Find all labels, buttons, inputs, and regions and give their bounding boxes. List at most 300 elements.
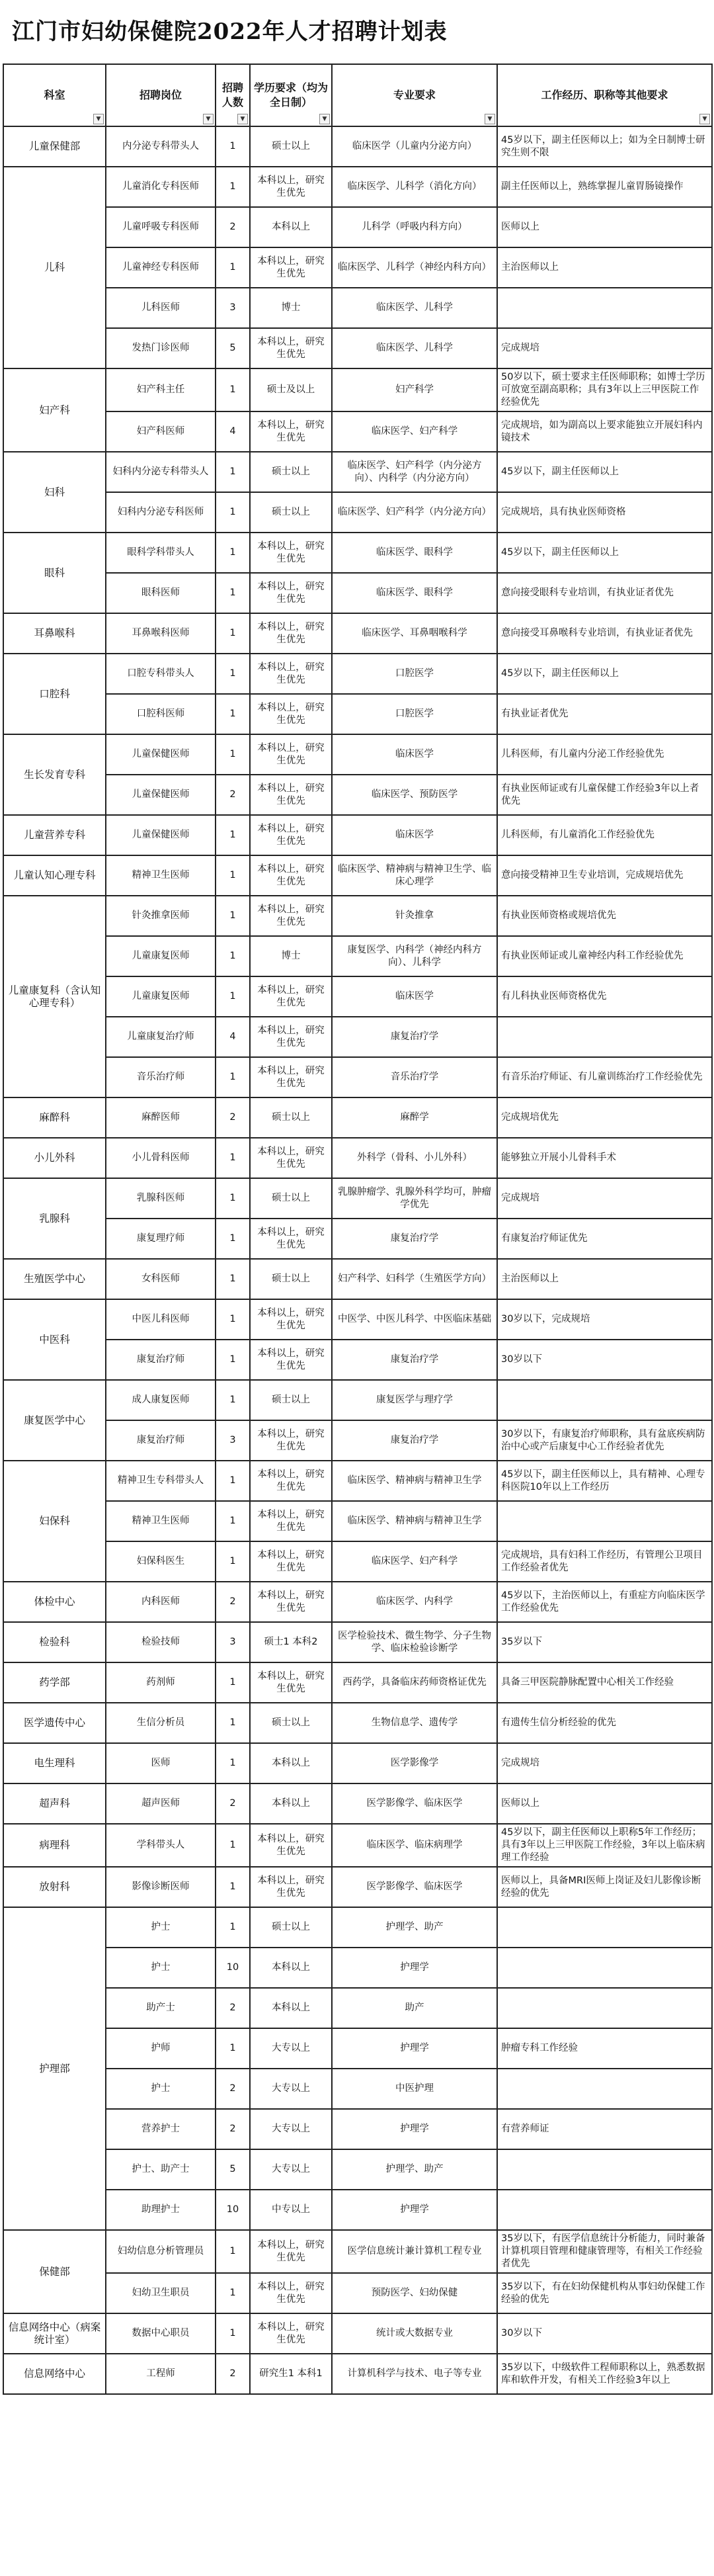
table-row (3, 1097, 712, 1138)
count-cell: 2 (216, 2109, 250, 2149)
requirements-cell: 有康复治疗师证优先 (497, 1219, 712, 1259)
count-cell: 1 (216, 1178, 250, 1219)
education-cell: 硕士以上 (250, 126, 332, 167)
position-cell: 生信分析员 (106, 1703, 216, 1743)
dept-cell: 信息网络中心 (3, 2354, 106, 2394)
position-cell: 妇产科主任 (106, 368, 216, 411)
dept-cell: 妇科 (3, 452, 106, 533)
major-cell: 西药学，具备临床药师资格证优先 (332, 1662, 497, 1703)
position-cell: 音乐治疗师 (106, 1057, 216, 1097)
dept-cell: 信息网络中心（病案统计室） (3, 2313, 106, 2354)
position-cell: 妇幼卫生职员 (106, 2273, 216, 2313)
table-body (3, 126, 712, 2394)
dept-cell: 乳腺科 (3, 1178, 106, 1259)
position-cell: 妇产科医师 (106, 411, 216, 452)
requirements-cell: 有执业证者优先 (497, 694, 712, 734)
position-cell: 康复治疗师 (106, 1420, 216, 1461)
major-cell: 儿科学（呼吸内科方向） (332, 207, 497, 247)
position-cell: 影像诊断医师 (106, 1867, 216, 1907)
table-row (3, 1948, 712, 1988)
dept-cell: 麻醉科 (3, 1097, 106, 1138)
education-cell: 本科以上 (250, 1948, 332, 1988)
dept-cell: 儿科 (3, 167, 106, 368)
table-row (3, 2190, 712, 2230)
major-cell: 临床医学、妇产科学（内分泌方向）、内科学（内分泌方向） (332, 452, 497, 492)
table-row (3, 2069, 712, 2109)
table-row (3, 936, 712, 976)
position-cell: 精神卫生医师 (106, 1501, 216, 1541)
major-cell: 外科学（骨科、小儿外科） (332, 1138, 497, 1178)
requirements-cell: 有执业医师证或儿童神经内科工作经验优先 (497, 936, 712, 976)
position-cell: 麻醉医师 (106, 1097, 216, 1138)
position-cell: 成人康复医师 (106, 1380, 216, 1420)
dept-cell: 体检中心 (3, 1582, 106, 1622)
major-cell: 妇产科学 (332, 368, 497, 411)
dept-cell: 医学遗传中心 (3, 1703, 106, 1743)
major-cell: 口腔医学 (332, 654, 497, 694)
major-cell: 临床医学、精神病与精神卫生学、临床心理学 (332, 855, 497, 896)
header-row (3, 64, 712, 126)
major-cell: 康复医学与理疗学 (332, 1380, 497, 1420)
position-cell: 妇保科医生 (106, 1541, 216, 1582)
position-cell: 护师 (106, 2028, 216, 2069)
requirements-cell: 完成规培 (497, 1743, 712, 1783)
education-cell: 硕士以上 (250, 452, 332, 492)
education-cell: 本科以上，研究生优先 (250, 694, 332, 734)
table-row (3, 1703, 712, 1743)
education-cell: 本科以上，研究生优先 (250, 1299, 332, 1340)
count-cell: 1 (216, 1743, 250, 1783)
education-cell: 大专以上 (250, 2149, 332, 2190)
education-cell: 本科以上 (250, 1783, 332, 1824)
requirements-cell (497, 2190, 712, 2230)
count-cell: 1 (216, 976, 250, 1017)
major-cell: 临床医学、耳鼻咽喉科学 (332, 613, 497, 654)
major-cell: 音乐治疗学 (332, 1057, 497, 1097)
dept-cell: 儿童营养专科 (3, 815, 106, 855)
requirements-cell: 45岁以下，副主任医师以上，具有精神、心理专科医院10年以上工作经历 (497, 1461, 712, 1501)
requirements-cell: 有营养师证 (497, 2109, 712, 2149)
education-cell: 本科以上，研究生优先 (250, 1340, 332, 1380)
count-cell: 1 (216, 613, 250, 654)
requirements-cell: 45岁以下，主治医师以上，有重症方向临床医学工作经验优先 (497, 1582, 712, 1622)
count-cell: 4 (216, 1017, 250, 1057)
major-cell: 临床医学、眼科学 (332, 533, 497, 573)
major-cell: 医学影像学、临床医学 (332, 1783, 497, 1824)
position-cell: 乳腺科医师 (106, 1178, 216, 1219)
count-cell: 1 (216, 1299, 250, 1340)
requirements-cell: 45岁以下，副主任医师以上 (497, 654, 712, 694)
major-cell: 临床医学、妇产科学（内分泌方向） (332, 492, 497, 533)
education-cell: 本科以上，研究生优先 (250, 855, 332, 896)
position-cell: 针灸推拿医师 (106, 896, 216, 936)
education-cell: 本科以上，研究生优先 (250, 613, 332, 654)
page-title: 江门市妇幼保健院2022年人才招聘计划表 (12, 19, 448, 45)
major-cell: 临床医学、儿科学 (332, 288, 497, 328)
position-cell: 耳鼻喉科医师 (106, 613, 216, 654)
major-cell: 护理学、助产 (332, 1907, 497, 1948)
count-cell: 5 (216, 328, 250, 368)
header-position: 招聘岗位 ▼ (106, 64, 216, 126)
major-cell: 临床医学、儿科学（消化方向） (332, 167, 497, 207)
education-cell: 硕士1 本科2 (250, 1622, 332, 1662)
table-row (3, 1662, 712, 1703)
position-cell: 营养护士 (106, 2109, 216, 2149)
dept-cell: 小儿外科 (3, 1138, 106, 1178)
position-cell: 护士 (106, 2069, 216, 2109)
header-education: 学历要求（均为全日制） ▼ (250, 64, 332, 126)
table-row (3, 1219, 712, 1259)
position-cell: 口腔专科带头人 (106, 654, 216, 694)
table-row (3, 1138, 712, 1178)
count-cell: 1 (216, 1501, 250, 1541)
dept-cell: 儿童康复科（含认知心理专科） (3, 896, 106, 1097)
position-cell: 眼科医师 (106, 573, 216, 613)
education-cell: 本科以上，研究生优先 (250, 1501, 332, 1541)
requirements-cell: 儿科医师，有儿童内分泌工作经验优先 (497, 734, 712, 775)
count-cell: 1 (216, 1867, 250, 1907)
requirements-cell: 能够独立开展小儿骨科手术 (497, 1138, 712, 1178)
requirements-cell: 有执业医师资格或规培优先 (497, 896, 712, 936)
requirements-cell: 医师以上 (497, 207, 712, 247)
count-cell: 10 (216, 2190, 250, 2230)
table-row (3, 1299, 712, 1340)
count-cell: 1 (216, 2273, 250, 2313)
dept-cell: 电生理科 (3, 1743, 106, 1783)
requirements-cell: 意向接受眼科专业培训，有执业证者优先 (497, 573, 712, 613)
requirements-cell: 完成规培优先 (497, 1097, 712, 1138)
requirements-cell (497, 2149, 712, 2190)
table-row (3, 1743, 712, 1783)
major-cell: 预防医学、妇幼保健 (332, 2273, 497, 2313)
requirements-cell: 45岁以下，副主任医师以上；如为全日制博士研究生则不限 (497, 126, 712, 167)
education-cell: 本科以上，研究生优先 (250, 1420, 332, 1461)
requirements-cell (497, 1017, 712, 1057)
education-cell: 本科以上 (250, 207, 332, 247)
count-cell: 2 (216, 1097, 250, 1138)
table-row (3, 167, 712, 207)
table-row (3, 1824, 712, 1867)
table-row (3, 288, 712, 328)
dept-cell: 眼科 (3, 533, 106, 613)
major-cell: 临床医学、儿科学 (332, 328, 497, 368)
requirements-cell: 35岁以下，有医学信息统计分析能力，同时兼备计算机项目管理和健康管理等，有相关工作经验者优先 (497, 2230, 712, 2273)
table-row (3, 1988, 712, 2028)
count-cell: 1 (216, 936, 250, 976)
requirements-cell (497, 1988, 712, 2028)
requirements-cell: 完成规培，具有妇科工作经历，有管理公卫项目工作经验者优先 (497, 1541, 712, 1582)
filter-dropdown-icon[interactable]: ▼ (93, 114, 104, 124)
table-row (3, 2273, 712, 2313)
count-cell: 3 (216, 1622, 250, 1662)
table-row (3, 1907, 712, 1948)
education-cell: 本科以上，研究生优先 (250, 654, 332, 694)
table-row (3, 1340, 712, 1380)
position-cell: 药剂师 (106, 1662, 216, 1703)
major-cell: 临床医学 (332, 815, 497, 855)
table-row (3, 452, 712, 492)
education-cell: 硕士以上 (250, 1178, 332, 1219)
table-row (3, 573, 712, 613)
count-cell: 1 (216, 1541, 250, 1582)
table-row (3, 1380, 712, 1420)
table-row (3, 654, 712, 694)
count-cell: 1 (216, 1461, 250, 1501)
requirements-cell: 50岁以下，硕士要求主任医师职称；如博士学历可放宽至副高职称；具有3年以上三甲医院工作经验优先 (497, 368, 712, 411)
position-cell: 康复理疗师 (106, 1219, 216, 1259)
table-row (3, 1867, 712, 1907)
major-cell: 中医护理 (332, 2069, 497, 2109)
filter-dropdown-icon[interactable]: ▼ (699, 114, 710, 124)
requirements-cell: 完成规培，具有执业医师资格 (497, 492, 712, 533)
count-cell: 1 (216, 452, 250, 492)
count-cell: 1 (216, 2230, 250, 2273)
count-cell: 10 (216, 1948, 250, 1988)
table-row (3, 694, 712, 734)
requirements-cell: 有执业医师证或有儿童保健工作经验3年以上者优先 (497, 775, 712, 815)
count-cell: 2 (216, 775, 250, 815)
table-row (3, 2313, 712, 2354)
requirements-cell: 35岁以下，中级软件工程师职称以上，熟悉数据库和软件开发，有相关工作经验3年以上 (497, 2354, 712, 2394)
count-cell: 1 (216, 167, 250, 207)
major-cell: 护理学 (332, 2190, 497, 2230)
requirements-cell: 35岁以下 (497, 1622, 712, 1662)
major-cell: 临床医学、精神病与精神卫生学 (332, 1501, 497, 1541)
education-cell: 硕士以上 (250, 1380, 332, 1420)
count-cell: 1 (216, 855, 250, 896)
major-cell: 康复医学、内科学（神经内科方向）、儿科学 (332, 936, 497, 976)
education-cell: 本科以上，研究生优先 (250, 328, 332, 368)
count-cell: 1 (216, 694, 250, 734)
dept-cell: 口腔科 (3, 654, 106, 734)
table-row (3, 328, 712, 368)
dept-cell: 药学部 (3, 1662, 106, 1703)
position-cell: 妇科内分泌专科带头人 (106, 452, 216, 492)
requirements-cell: 有遗传生信分析经验的优先 (497, 1703, 712, 1743)
position-cell: 中医儿科医师 (106, 1299, 216, 1340)
education-cell: 本科以上，研究生优先 (250, 573, 332, 613)
education-cell: 本科以上，研究生优先 (250, 815, 332, 855)
table-row (3, 2149, 712, 2190)
major-cell: 临床医学、内科学 (332, 1582, 497, 1622)
education-cell: 本科以上，研究生优先 (250, 167, 332, 207)
major-cell: 医学影像学 (332, 1743, 497, 1783)
table-row (3, 533, 712, 573)
requirements-cell: 30岁以下 (497, 1340, 712, 1380)
position-cell: 超声医师 (106, 1783, 216, 1824)
major-cell: 临床医学、妇产科学 (332, 1541, 497, 1582)
requirements-cell: 完成规培 (497, 1178, 712, 1219)
count-cell: 1 (216, 1907, 250, 1948)
education-cell: 本科以上，研究生优先 (250, 1582, 332, 1622)
education-cell: 硕士以上 (250, 1097, 332, 1138)
position-cell: 助理护士 (106, 2190, 216, 2230)
education-cell: 本科以上，研究生优先 (250, 1867, 332, 1907)
education-cell: 博士 (250, 936, 332, 976)
position-cell: 内分泌专科带头人 (106, 126, 216, 167)
recruitment-table (3, 64, 713, 2395)
education-cell: 大专以上 (250, 2069, 332, 2109)
position-cell: 眼科学科带头人 (106, 533, 216, 573)
major-cell: 临床医学、妇产科学 (332, 411, 497, 452)
header-major: 专业要求 ▼ (332, 64, 497, 126)
position-cell: 儿童保健医师 (106, 775, 216, 815)
table-row (3, 2109, 712, 2149)
header-dept: 科室 ▼ (3, 64, 106, 126)
requirements-cell (497, 288, 712, 328)
table-row (3, 1057, 712, 1097)
dept-cell: 超声科 (3, 1783, 106, 1824)
requirements-cell (497, 1907, 712, 1948)
dept-cell: 妇产科 (3, 368, 106, 452)
major-cell: 护理学、助产 (332, 2149, 497, 2190)
position-cell: 内科医师 (106, 1582, 216, 1622)
requirements-cell: 医师以上，具备MRI医师上岗证及妇儿影像诊断经验的优先 (497, 1867, 712, 1907)
requirements-cell: 具备三甲医院静脉配置中心相关工作经验 (497, 1662, 712, 1703)
requirements-cell: 肿瘤专科工作经验 (497, 2028, 712, 2069)
major-cell: 康复治疗学 (332, 1219, 497, 1259)
education-cell: 本科以上，研究生优先 (250, 976, 332, 1017)
table-row (3, 368, 712, 411)
count-cell: 1 (216, 896, 250, 936)
major-cell: 医学信息统计兼计算机工程专业 (332, 2230, 497, 2273)
table-row (3, 775, 712, 815)
position-cell: 儿童康复医师 (106, 976, 216, 1017)
education-cell: 大专以上 (250, 2109, 332, 2149)
filter-dropdown-icon[interactable]: ▼ (237, 114, 248, 124)
position-cell: 儿童康复治疗师 (106, 1017, 216, 1057)
education-cell: 本科以上，研究生优先 (250, 1662, 332, 1703)
education-cell: 本科以上，研究生优先 (250, 2230, 332, 2273)
major-cell: 临床医学、儿科学（神经内科方向） (332, 247, 497, 288)
education-cell: 大专以上 (250, 2028, 332, 2069)
count-cell: 1 (216, 1703, 250, 1743)
filter-dropdown-icon[interactable]: ▼ (319, 114, 330, 124)
dept-cell: 护理部 (3, 1907, 106, 2230)
table-row (3, 247, 712, 288)
requirements-cell: 意向接受精神卫生专业培训，完成规培优先 (497, 855, 712, 896)
count-cell: 2 (216, 1582, 250, 1622)
count-cell: 1 (216, 1662, 250, 1703)
requirements-cell: 有儿科执业医师资格优先 (497, 976, 712, 1017)
dept-cell: 儿童认知心理专科 (3, 855, 106, 896)
count-cell: 1 (216, 1340, 250, 1380)
filter-dropdown-icon[interactable]: ▼ (485, 114, 495, 124)
major-cell: 麻醉学 (332, 1097, 497, 1138)
major-cell: 护理学 (332, 2109, 497, 2149)
dept-cell: 康复医学中心 (3, 1380, 106, 1461)
education-cell: 本科以上，研究生优先 (250, 1824, 332, 1867)
major-cell: 计算机科学与技术、电子等专业 (332, 2354, 497, 2394)
table-row (3, 855, 712, 896)
count-cell: 1 (216, 1057, 250, 1097)
count-cell: 1 (216, 1219, 250, 1259)
position-cell: 小儿骨科医师 (106, 1138, 216, 1178)
count-cell: 1 (216, 815, 250, 855)
education-cell: 本科以上 (250, 1988, 332, 2028)
table-row (3, 1541, 712, 1582)
requirements-cell: 35岁以下，有在妇幼保健机构从事妇幼保健工作经验的优先 (497, 2273, 712, 2313)
major-cell: 口腔医学 (332, 694, 497, 734)
education-cell: 本科以上，研究生优先 (250, 2313, 332, 2354)
position-cell: 女科医师 (106, 1259, 216, 1299)
education-cell: 本科以上，研究生优先 (250, 2273, 332, 2313)
table-row (3, 1622, 712, 1662)
table-row (3, 1783, 712, 1824)
table-row (3, 1582, 712, 1622)
education-cell: 本科以上，研究生优先 (250, 1219, 332, 1259)
requirements-cell: 45岁以下，副主任医师以上职称5年工作经历；具有3年以上三甲医院工作经验，3年以上临床病理工作经验 (497, 1824, 712, 1867)
count-cell: 1 (216, 247, 250, 288)
major-cell: 乳腺肿瘤学、乳腺外科学均可，肿瘤学优先 (332, 1178, 497, 1219)
position-cell: 护士、助产士 (106, 2149, 216, 2190)
count-cell: 1 (216, 734, 250, 775)
requirements-cell: 完成规培，如为副高以上要求能独立开展妇科内镜技术 (497, 411, 712, 452)
table-row (3, 734, 712, 775)
requirements-cell (497, 1501, 712, 1541)
count-cell: 2 (216, 1988, 250, 2028)
major-cell: 临床医学 (332, 976, 497, 1017)
position-cell: 工程师 (106, 2354, 216, 2394)
education-cell: 中专以上 (250, 2190, 332, 2230)
requirements-cell: 儿科医师，有儿童消化工作经验优先 (497, 815, 712, 855)
education-cell: 本科以上，研究生优先 (250, 247, 332, 288)
position-cell: 妇科内分泌专科医师 (106, 492, 216, 533)
position-cell: 检验技师 (106, 1622, 216, 1662)
count-cell: 1 (216, 533, 250, 573)
position-cell: 发热门诊医师 (106, 328, 216, 368)
header-requirements: 工作经历、职称等其他要求 ▼ (497, 64, 712, 126)
count-cell: 3 (216, 1420, 250, 1461)
table-row (3, 207, 712, 247)
requirements-cell: 完成规培 (497, 328, 712, 368)
position-cell: 口腔科医师 (106, 694, 216, 734)
position-cell: 儿童神经专科医师 (106, 247, 216, 288)
position-cell: 儿童呼吸专科医师 (106, 207, 216, 247)
major-cell: 临床医学 (332, 734, 497, 775)
count-cell: 5 (216, 2149, 250, 2190)
count-cell: 1 (216, 1380, 250, 1420)
dept-cell: 生长发育专科 (3, 734, 106, 815)
position-cell: 数据中心职员 (106, 2313, 216, 2354)
education-cell: 本科以上，研究生优先 (250, 896, 332, 936)
count-cell: 2 (216, 207, 250, 247)
education-cell: 本科以上，研究生优先 (250, 1138, 332, 1178)
major-cell: 统计或大数据专业 (332, 2313, 497, 2354)
major-cell: 助产 (332, 1988, 497, 2028)
major-cell: 生物信息学、遗传学 (332, 1703, 497, 1743)
table-row (3, 1017, 712, 1057)
education-cell: 硕士以上 (250, 1259, 332, 1299)
dept-cell: 病理科 (3, 1824, 106, 1867)
requirements-cell: 有音乐治疗师证、有儿童训练治疗工作经验优先 (497, 1057, 712, 1097)
position-cell: 儿童康复医师 (106, 936, 216, 976)
requirements-cell: 45岁以下，副主任医师以上 (497, 533, 712, 573)
position-cell: 医师 (106, 1743, 216, 1783)
count-cell: 1 (216, 2028, 250, 2069)
requirements-cell: 副主任医师以上，熟练掌握儿童胃肠镜操作 (497, 167, 712, 207)
table-row (3, 1420, 712, 1461)
education-cell: 本科以上，研究生优先 (250, 1057, 332, 1097)
count-cell: 1 (216, 1259, 250, 1299)
filter-dropdown-icon[interactable]: ▼ (203, 114, 214, 124)
position-cell: 学科带头人 (106, 1824, 216, 1867)
education-cell: 本科以上，研究生优先 (250, 1017, 332, 1057)
major-cell: 临床医学、预防医学 (332, 775, 497, 815)
dept-cell: 耳鼻喉科 (3, 613, 106, 654)
count-cell: 1 (216, 492, 250, 533)
count-cell: 2 (216, 1783, 250, 1824)
